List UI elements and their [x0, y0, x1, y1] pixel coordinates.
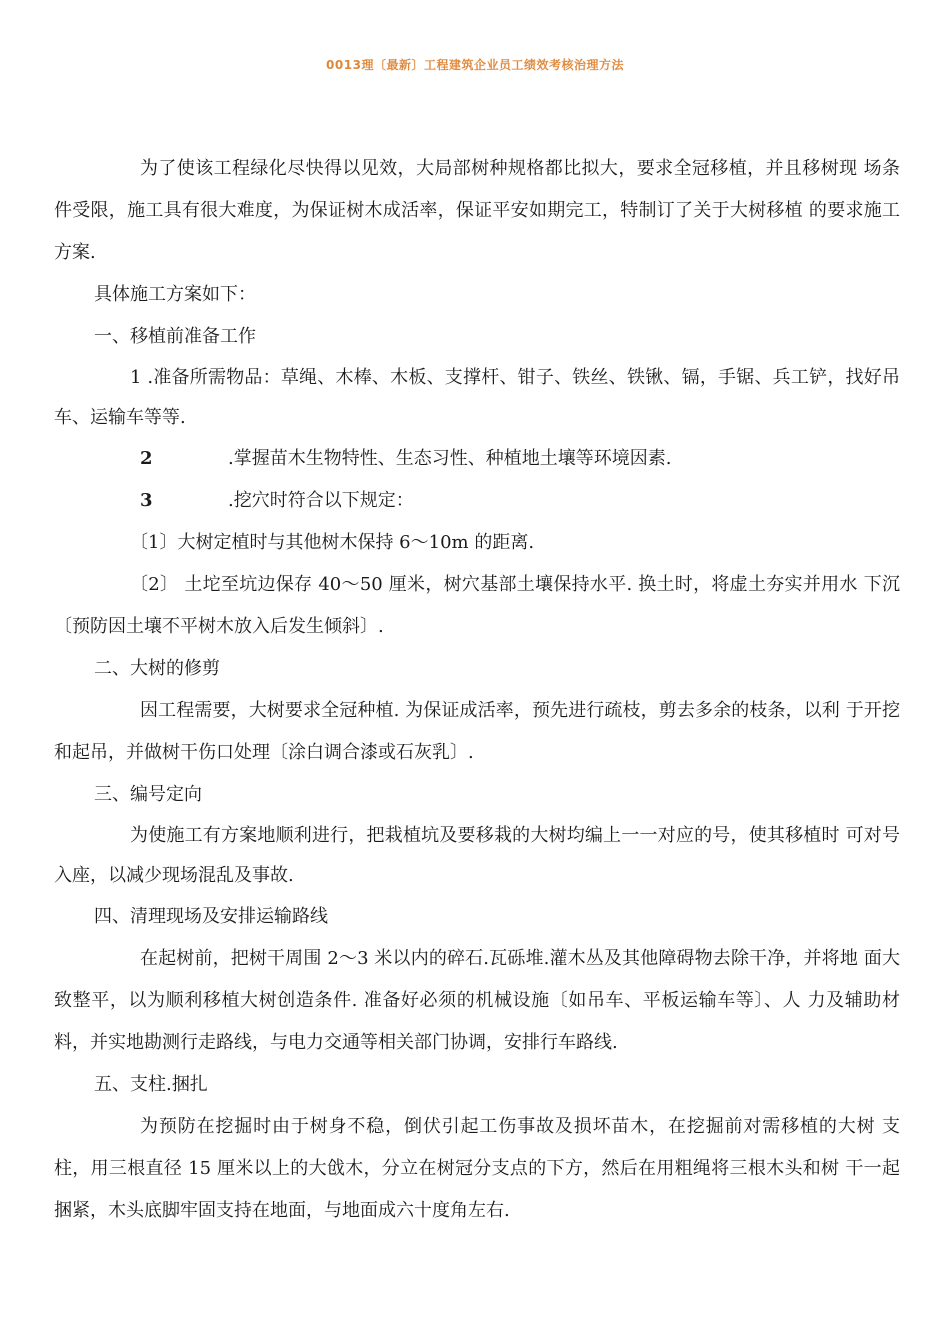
prep-item-2 [54, 438, 900, 480]
section-heading-3: 三、编号定向 [94, 784, 202, 805]
section-heading-4: 四、清理现场及安排运输路线 [94, 906, 328, 927]
prep-item-3-number: 3 [140, 490, 153, 511]
document-body [54, 148, 900, 1232]
section-4-body: 在起树前，把树干周围 2〜3 米以内的碎石.瓦砾堆.灌木丛及其他障碍物去除干净，并将地 面大致整平，以为顺利移植大树创造条件. 准备好必须的机械设施〔如吊车、平板运输车等〕、人 力及辅助材料，并实地勘测行走路线，与电力交通等相关部门协调，安排行车路线. [54, 948, 900, 1053]
page-header: 0013理〔最新〕工程建筑企业员工绩效考核治理方法 [326, 58, 624, 72]
prep-subitem-2: 〔2〕 土坨至坑边保存 40〜50 厘米，树穴基部土壤保持水平. 换土时，将虚土夯实并用水 下沉〔预防因土壤不平树木放入后发生倾斜〕. [54, 574, 900, 637]
prep-item-3 [54, 480, 900, 522]
intro-paragraph: 为了使该工程绿化尽快得以见效，大局部树种规格都比拟大，要求全冠移植，并且移树现 场条件受限，施工具有很大难度，为保证树木成活率，保证平安如期完工，特制订了关于大树移植 的要求施工方案. [54, 158, 900, 263]
prep-item-2-text: .掌握苗木生物特性、生态习性、种植地土壤等环境因素. [228, 448, 672, 469]
section-heading-1: 一、移植前准备工作 [94, 326, 256, 347]
section-heading-2: 二、大树的修剪 [94, 658, 220, 679]
section-3-body: 为使施工有方案地顺利进行，把栽植坑及要移栽的大树均编上一一对应的号，使其移植时 可对号入座，以减少现场混乱及事故. [54, 825, 900, 886]
prep-item-1: 1 .准备所需物品：草绳、木棒、木板、支撑杆、钳子、铁丝、铁锹、镉，手锯、兵工铲，找好吊车、运输车等等. [54, 367, 900, 428]
prep-subitem-1: 〔1〕大树定植时与其他树木保持 6〜10m 的距离. [130, 532, 535, 553]
prep-item-3-text: .挖穴时符合以下规定： [228, 490, 414, 511]
section-2-body: 因工程需要，大树要求全冠种植. 为保证成活率，预先进行疏枝，剪去多余的枝条，以利 于开挖和起吊，并做树干伤口处理〔涂白调合漆或石灰乳〕. [54, 700, 900, 763]
section-heading-5: 五、支柱.捆扎 [94, 1074, 208, 1095]
section-5-body: 为预防在挖掘时由于树身不稳，倒伏引起工伤事故及损坏苗木，在挖掘前对需移植的大树 支柱，用三根直径 15 厘米以上的大戗木，分立在树冠分支点的下方，然后在用粗绳将三根木头和树 干一起捆紧，木头底脚牢固支持在地面，与地面成六十度角左右. [54, 1116, 900, 1221]
plan-lead: 具体施工方案如下： [94, 284, 256, 305]
prep-item-2-number: 2 [140, 448, 153, 469]
